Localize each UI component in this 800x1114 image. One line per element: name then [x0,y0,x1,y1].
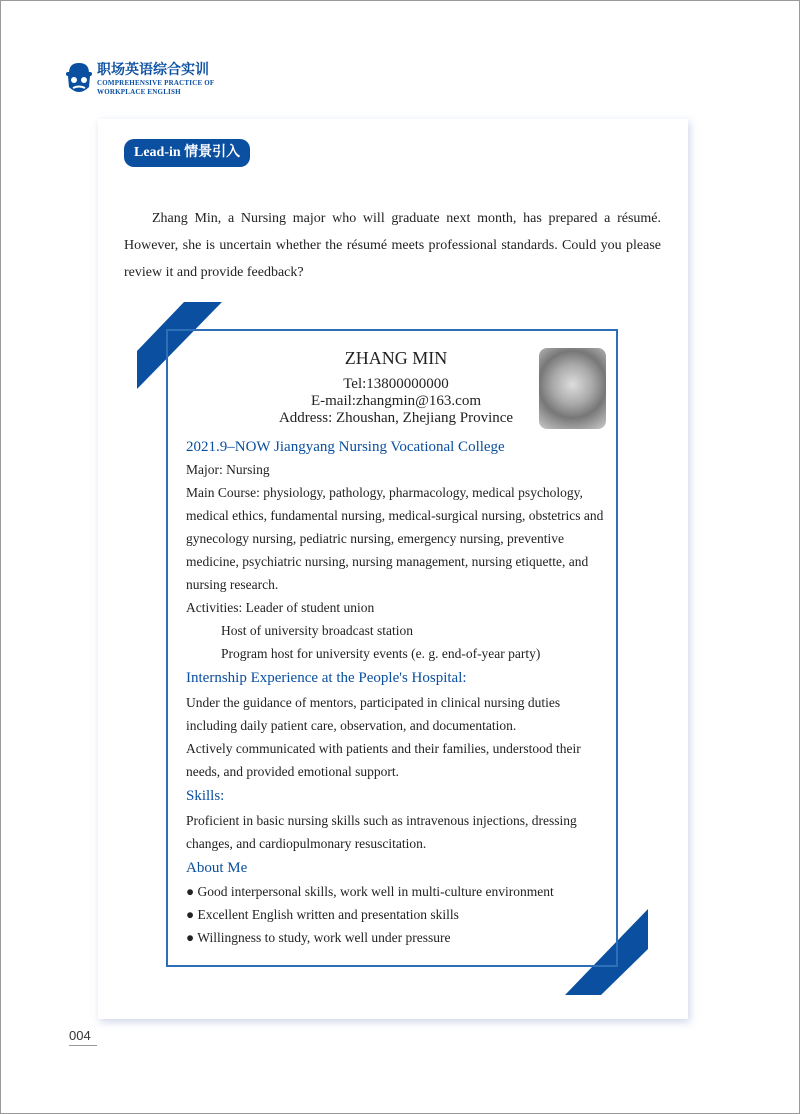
internship-heading: Internship Experience at the People's Hospital: [186,670,467,686]
book-title-cn: 职场英语综合实训 [97,62,209,78]
resume-address: Address: Zhoushan, Zhejiang Province [278,410,514,426]
book-title-en-2: WORKPLACE ENGLISH [97,88,181,96]
skills-heading: Skills: [186,788,225,804]
main-course: Main Course: physiology, pathology, pharmacology, medical psychology, medical ethics, fundamental nursing, medical-surgical nursing, obstetrics and gynecology nursing, pediatric nursing, emergency nursing, preventive medicine, psychiatric nursing, nursing management, nursing etiquette, and nursing research. [186,485,604,592]
book-title-en: COMPREHENSIVE PRACTICE OF [97,79,215,87]
about-heading: About Me [186,860,248,876]
activity: Host of university broadcast station [221,623,413,638]
section-badge: Lead-in 情景引入 [124,139,250,167]
about-item: ● Excellent English written and presentation skills [186,907,459,922]
activity: Program host for university events (e. g. end-of-year party) [221,646,541,661]
skills-text: Proficient in basic nursing skills such as intravenous injections, dressing changes, and cardiopulmonary resuscitation. [186,813,577,851]
resume-box [166,329,618,967]
about-item: ● Good interpersonal skills, work well in multi-culture environment [186,884,554,899]
resume-tel: Tel:13800000000 [343,376,449,392]
about-item: ● Willingness to study, work well under pressure [186,930,451,945]
internship-item: Under the guidance of mentors, participated in clinical nursing duties including daily patient care, observation, and documentation. [186,695,561,733]
major: Major: Nursing [186,462,270,477]
education-heading: 2021.9–NOW Jiangyang Nursing Vocational College [186,439,505,455]
intro-paragraph: Zhang Min, a Nursing major who will graduate next month, has prepared a résumé. However, she is uncertain whether the résumé meets professional standards. Could you please review it and provide feedback? [124,211,661,280]
page-number: 004 [69,1028,97,1046]
resume-name: ZHANG MIN [344,348,448,368]
resume-email: E-mail:zhangmin@163.com [310,393,482,409]
activity: Activities: Leader of student union [186,600,375,615]
internship-item: Actively communicated with patients and their families, understood their needs, and provided emotional support. [186,741,581,779]
